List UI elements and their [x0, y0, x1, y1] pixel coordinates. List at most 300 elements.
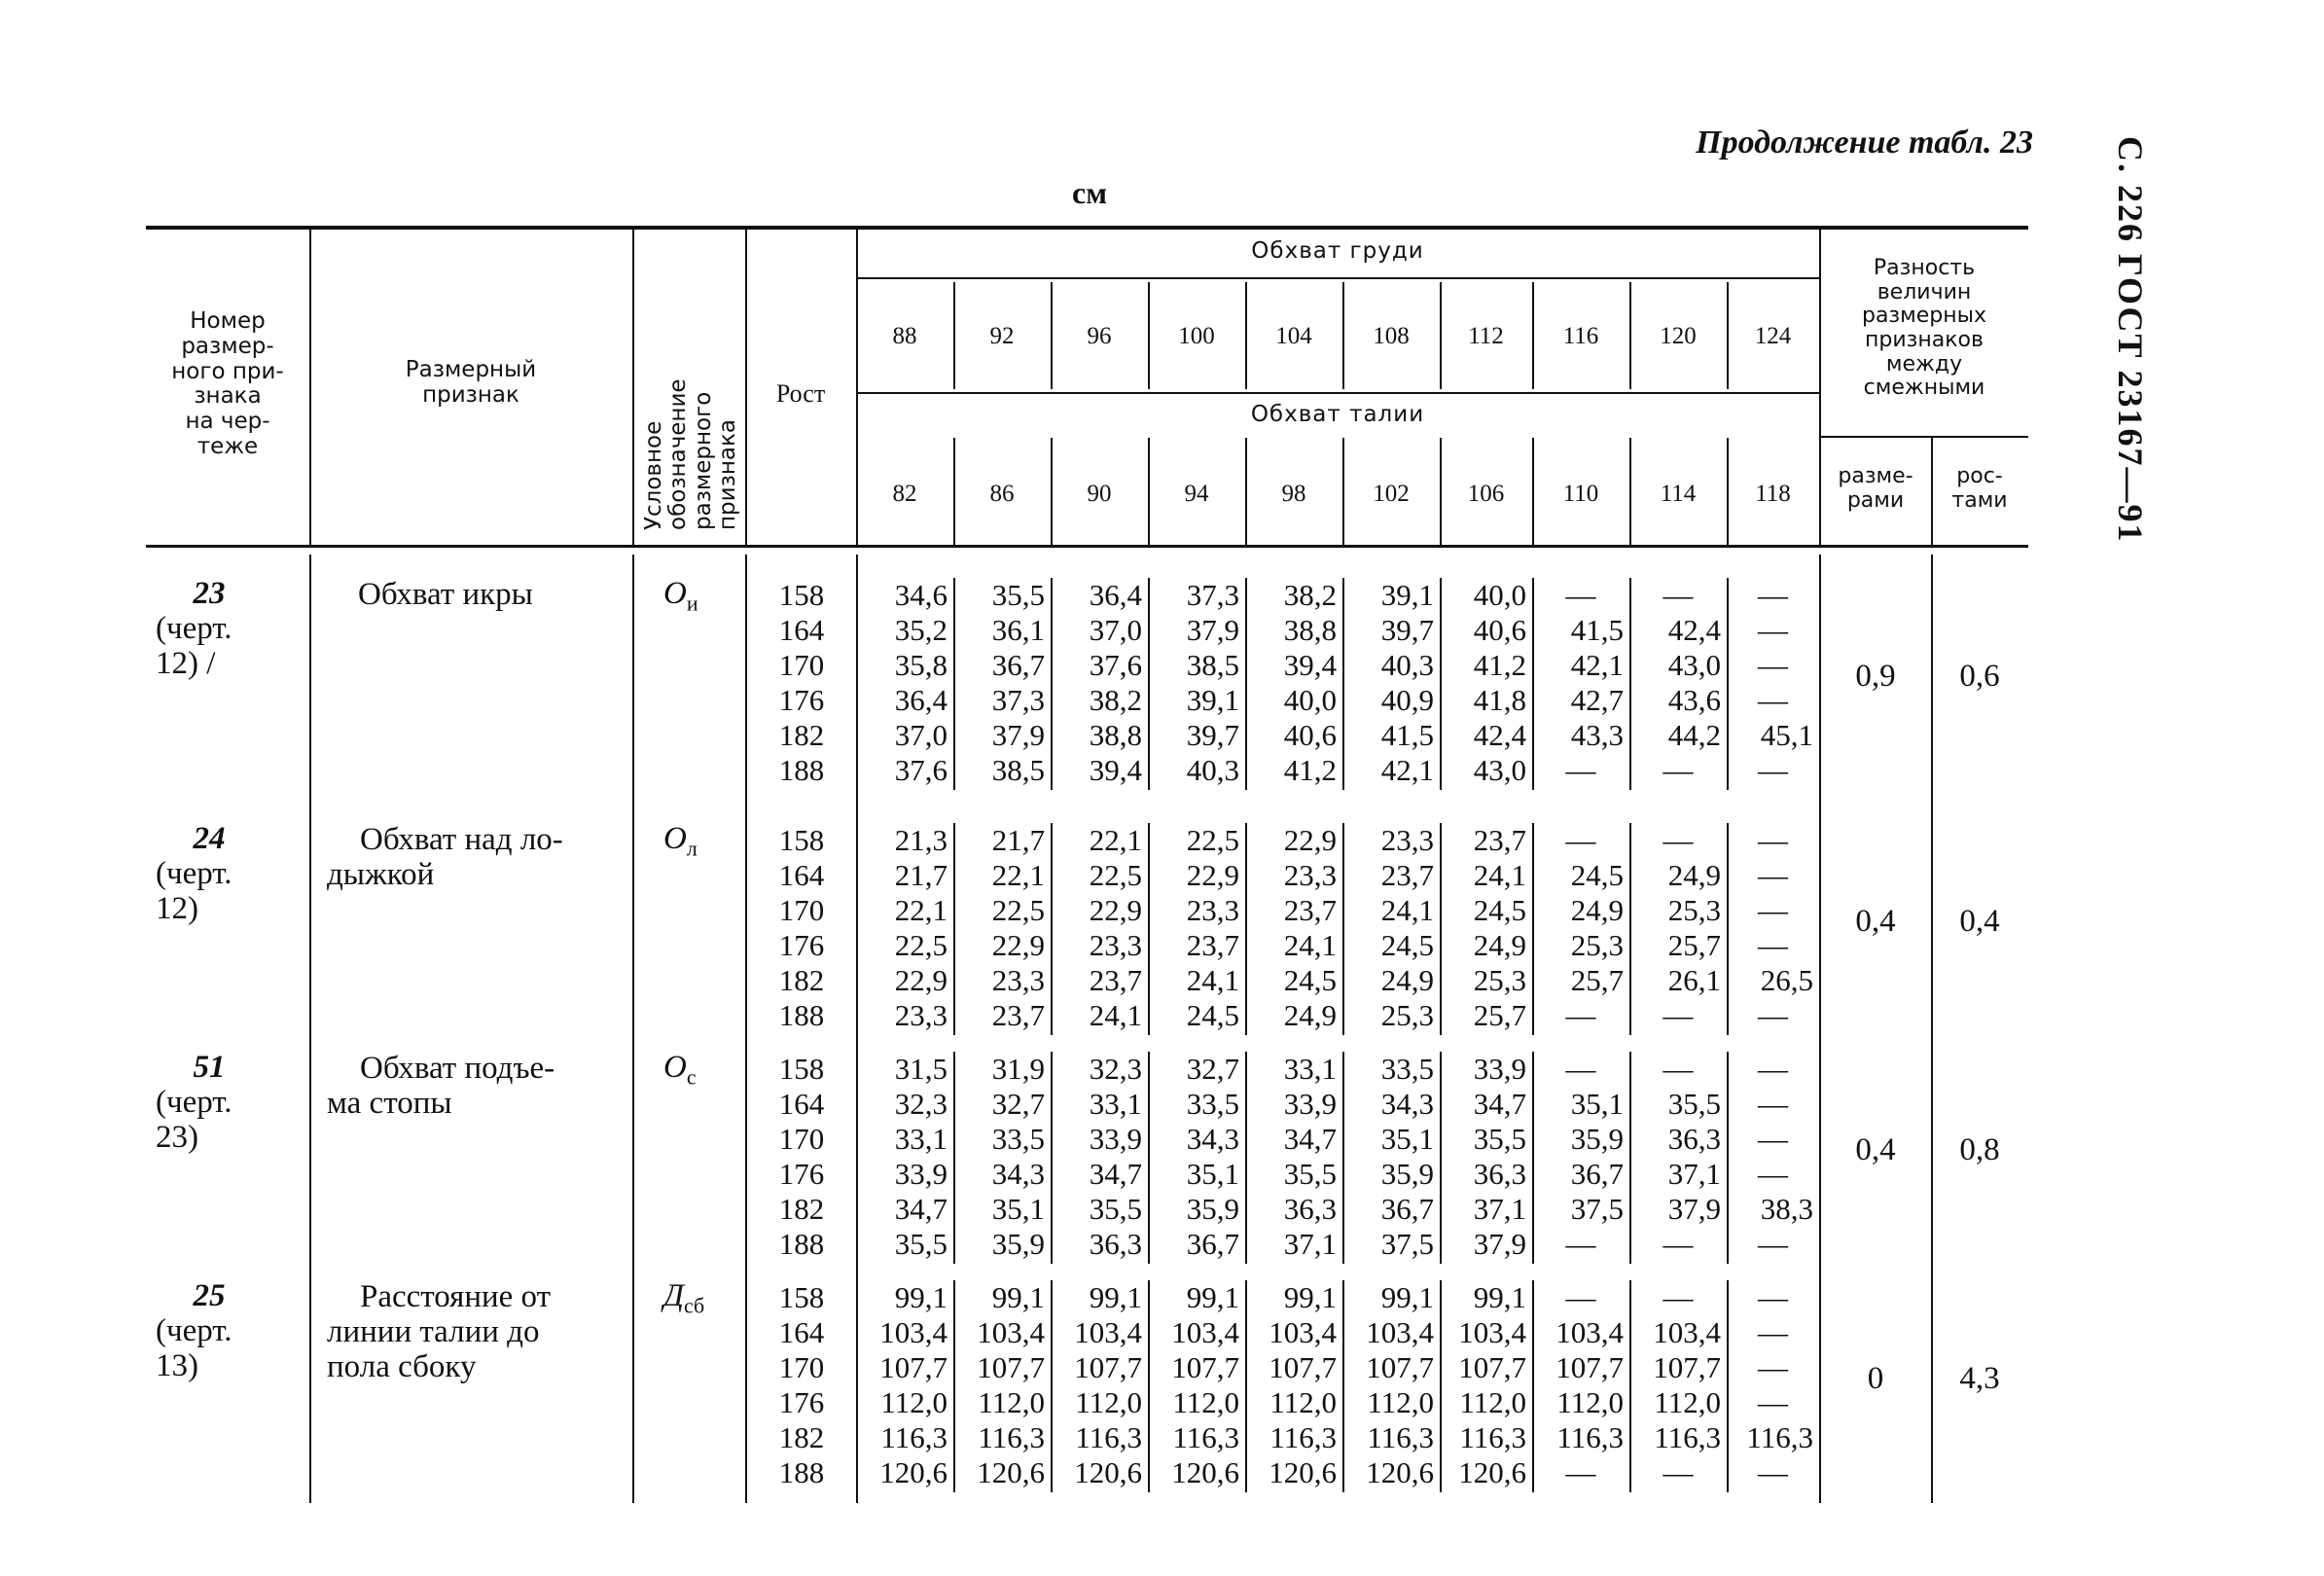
value-cell: 99,1: [1283, 1280, 1337, 1314]
chest-size-92: 92: [989, 323, 1015, 349]
value-cell: 40,6: [1473, 613, 1526, 647]
value-cell: 116,3: [978, 1420, 1045, 1454]
height-value: 170: [778, 893, 825, 927]
value-cell: —: [1565, 1455, 1596, 1489]
header-number-line: теже: [197, 433, 259, 459]
value-cell: 23,7: [1380, 858, 1434, 892]
header-symbol-line: обозначение: [665, 378, 692, 530]
property-symbol: [663, 821, 697, 862]
group-number: 23: [193, 576, 226, 611]
value-cell: 40,3: [1186, 753, 1239, 787]
value-cell: —: [1758, 1157, 1788, 1191]
waist-size-106: 106: [1467, 481, 1505, 507]
header-difference-line: величин: [1877, 279, 1972, 304]
header-difference-line: признаков: [1865, 327, 1984, 352]
height-value: 158: [778, 1052, 825, 1086]
property-name: ма стопы: [327, 1086, 452, 1121]
value-cell: 22,1: [991, 858, 1045, 892]
value-cell: 34,3: [1380, 1087, 1434, 1121]
value-cell: —: [1565, 753, 1596, 787]
value-cell: 35,9: [1186, 1192, 1239, 1226]
value-cell: 43,0: [1667, 648, 1721, 682]
value-cell: 39,7: [1186, 718, 1239, 752]
header-difference-line: между: [1885, 351, 1963, 376]
value-cell: —: [1758, 1350, 1788, 1384]
value-cell: 39,1: [1380, 578, 1434, 612]
value-cell: 120,6: [879, 1455, 947, 1489]
value-cell: 99,1: [1089, 1280, 1142, 1314]
value-cell: 107,7: [1074, 1350, 1142, 1384]
value-cell: —: [1565, 998, 1596, 1032]
value-cell: 112,0: [1367, 1385, 1434, 1419]
value-cell: 42,1: [1380, 753, 1434, 787]
value-col-divider: [1532, 823, 1534, 1035]
diff-by-size: 0,4: [1855, 904, 1896, 940]
value-cell: 99,1: [991, 1280, 1045, 1314]
height-value: 164: [778, 1087, 825, 1121]
value-cell: 103,4: [1269, 1315, 1337, 1349]
property-name: Обхват над ло-: [360, 822, 563, 857]
value-cell: 22,5: [1089, 858, 1142, 892]
value-cell: 23,7: [991, 998, 1045, 1032]
value-col-divider: [1629, 1280, 1631, 1492]
value-cell: 99,1: [1473, 1280, 1526, 1314]
value-cell: 24,1: [1089, 998, 1142, 1032]
symbol-subscript: и: [686, 591, 698, 616]
value-cell: 24,9: [1473, 928, 1526, 962]
value-cell: —: [1758, 1455, 1788, 1489]
header-number-line: знака: [194, 383, 262, 410]
value-cell: 39,4: [1283, 648, 1337, 682]
chest-size-88: 88: [892, 323, 917, 349]
value-cell: 40,0: [1283, 683, 1337, 717]
height-value: 158: [778, 578, 825, 612]
value-cell: 41,2: [1473, 648, 1526, 682]
value-cell: 41,5: [1570, 613, 1624, 647]
value-cell: 112,0: [1172, 1385, 1239, 1419]
value-cell: 35,5: [1089, 1192, 1142, 1226]
value-col-divider: [1051, 1052, 1053, 1264]
chest-underline: [856, 277, 1819, 279]
value-cell: 38,8: [1089, 718, 1142, 752]
value-cell: 33,1: [1089, 1087, 1142, 1121]
value-cell: —: [1663, 1052, 1694, 1086]
value-cell: 36,4: [1089, 578, 1142, 612]
value-cell: —: [1758, 683, 1788, 717]
value-cell: 24,1: [1473, 858, 1526, 892]
waist-size-90: 90: [1087, 481, 1112, 507]
diff-by-height: 0,6: [1959, 659, 2000, 695]
chest-size-124: 124: [1754, 323, 1792, 349]
value-cell: —: [1565, 578, 1596, 612]
value-col-divider: [1532, 1052, 1534, 1264]
value-cell: 38,8: [1283, 613, 1337, 647]
group-reference: (черт.: [156, 1085, 232, 1120]
value-cell: 25,3: [1667, 893, 1721, 927]
value-cell: 112,0: [978, 1385, 1045, 1419]
waist-size-110: 110: [1562, 481, 1599, 507]
value-cell: 22,9: [1283, 823, 1337, 857]
value-col-divider: [1342, 823, 1344, 1035]
waist-size-82: 82: [892, 481, 917, 507]
value-cell: 116,3: [1459, 1420, 1526, 1454]
value-cell: 116,3: [1746, 1420, 1813, 1454]
header-diff-sizes: [1821, 465, 1930, 513]
value-cell: —: [1758, 1280, 1788, 1314]
value-cell: 107,7: [1653, 1350, 1721, 1384]
value-cell: 39,1: [1186, 683, 1239, 717]
side-header: [2101, 136, 2160, 545]
header-height: Рост: [775, 379, 826, 408]
value-cell: 37,0: [1089, 613, 1142, 647]
value-cell: 23,7: [1473, 823, 1526, 857]
group-reference: 12) /: [156, 646, 216, 681]
waist-size-114: 114: [1660, 481, 1697, 507]
value-cell: 22,5: [1186, 823, 1239, 857]
symbol-letter: О: [663, 1050, 687, 1085]
value-cell: 25,3: [1473, 963, 1526, 997]
value-cell: 40,0: [1473, 578, 1526, 612]
value-cell: 103,4: [1653, 1315, 1721, 1349]
value-cell: 33,5: [1380, 1052, 1434, 1086]
value-cell: 25,3: [1380, 998, 1434, 1032]
height-value: 176: [778, 928, 825, 962]
value-col-divider: [1148, 823, 1150, 1035]
diff-subdivider: [1819, 436, 2028, 438]
symbol-subscript: с: [686, 1064, 697, 1090]
value-cell: 34,7: [1283, 1122, 1337, 1156]
value-cell: 37,6: [1089, 648, 1142, 682]
value-cell: 32,7: [1186, 1052, 1239, 1086]
diff-by-size: 0,4: [1855, 1132, 1896, 1168]
value-cell: 40,6: [1283, 718, 1337, 752]
value-cell: 112,0: [1269, 1385, 1337, 1419]
chest-size-116: 116: [1562, 323, 1599, 349]
height-value: 164: [778, 613, 825, 647]
value-cell: 24,5: [1473, 893, 1526, 927]
property-symbol: [663, 1050, 697, 1091]
value-cell: 35,5: [1667, 1087, 1721, 1121]
value-cell: 24,9: [1667, 858, 1721, 892]
symbol-letter: Д: [663, 1278, 684, 1313]
value-cell: 43,6: [1667, 683, 1721, 717]
value-col-divider: [953, 578, 955, 790]
header-number-line: размер-: [181, 333, 274, 359]
value-cell: 107,7: [1366, 1350, 1434, 1384]
body-col-divider: [745, 555, 747, 1503]
value-col-divider: [1245, 578, 1247, 790]
value-cell: 22,1: [1089, 823, 1142, 857]
value-cell: 35,5: [1473, 1122, 1526, 1156]
value-cell: 32,7: [991, 1087, 1045, 1121]
value-cell: 42,4: [1667, 613, 1721, 647]
value-col-divider: [1342, 1052, 1344, 1264]
value-cell: 34,6: [894, 578, 947, 612]
value-cell: 24,5: [1570, 858, 1624, 892]
chest-size-100: 100: [1178, 323, 1215, 349]
unit-label: см: [1072, 175, 1107, 210]
value-cell: —: [1758, 613, 1788, 647]
header-difference-line: размерных: [1861, 304, 1986, 329]
height-value: 188: [778, 998, 825, 1032]
height-value: 188: [778, 1455, 825, 1489]
value-cell: 23,7: [1283, 893, 1337, 927]
value-cell: 99,1: [1380, 1280, 1434, 1314]
value-cell: 22,5: [894, 928, 947, 962]
value-col-divider: [1532, 1280, 1534, 1492]
header-diff-heights: [1932, 465, 2027, 513]
value-cell: 23,3: [894, 998, 947, 1032]
value-cell: 116,3: [880, 1420, 947, 1454]
value-col-divider: [953, 1052, 955, 1264]
value-cell: 23,7: [1186, 928, 1239, 962]
value-cell: 103,4: [1074, 1315, 1142, 1349]
value-cell: 24,1: [1380, 893, 1434, 927]
value-cell: 37,1: [1667, 1157, 1721, 1191]
value-col-divider: [1148, 1052, 1150, 1264]
value-cell: 36,3: [1667, 1122, 1721, 1156]
group-reference: (черт.: [156, 611, 232, 646]
value-col-divider: [1727, 823, 1729, 1035]
property-name: линии талии до: [327, 1314, 540, 1349]
value-cell: —: [1663, 1227, 1694, 1261]
value-cell: 36,3: [1473, 1157, 1526, 1191]
waist-size-86: 86: [989, 481, 1015, 507]
value-cell: 23,7: [1089, 963, 1142, 997]
value-cell: 116,3: [1172, 1420, 1239, 1454]
value-cell: 36,1: [991, 613, 1045, 647]
value-cell: —: [1663, 1455, 1694, 1489]
height-value: 182: [778, 1192, 825, 1226]
value-cell: 24,9: [1570, 893, 1624, 927]
value-cell: —: [1758, 578, 1788, 612]
header-symbol-line: размерного: [690, 391, 716, 530]
value-cell: 37,3: [991, 683, 1045, 717]
value-cell: —: [1565, 1052, 1596, 1086]
value-cell: 22,9: [1186, 858, 1239, 892]
value-cell: 23,3: [1380, 823, 1434, 857]
body-col-divider: [1819, 555, 1821, 1503]
height-value: 182: [778, 718, 825, 752]
value-cell: 33,9: [894, 1157, 947, 1191]
value-cell: 31,9: [991, 1052, 1045, 1086]
header-symbol-line: признака: [714, 419, 740, 530]
value-cell: 103,4: [1555, 1315, 1624, 1349]
height-value: 188: [778, 753, 825, 787]
value-col-divider: [1051, 1280, 1053, 1492]
height-value: 176: [778, 1385, 825, 1419]
group-reference: 12): [156, 891, 198, 926]
value-cell: 36,3: [1089, 1227, 1142, 1261]
header-symbol: [642, 355, 740, 530]
header-property-line: Размерный: [405, 357, 537, 382]
value-cell: 37,9: [991, 718, 1045, 752]
height-value: 170: [778, 648, 825, 682]
value-cell: 116,3: [1654, 1420, 1721, 1454]
chest-size-104: 104: [1275, 323, 1312, 349]
height-value: 164: [778, 1315, 825, 1349]
header-property: [311, 358, 630, 409]
value-cell: 37,9: [1667, 1192, 1721, 1226]
header-difference-line: Разность: [1873, 256, 1976, 280]
value-cell: 43,3: [1570, 718, 1624, 752]
value-cell: 103,4: [879, 1315, 947, 1349]
height-value: 182: [778, 1420, 825, 1454]
value-col-divider: [1629, 823, 1631, 1035]
value-cell: 112,0: [1556, 1385, 1624, 1419]
value-cell: 31,5: [894, 1052, 947, 1086]
side-header-text: С. 226 ГОСТ 23167—91: [2111, 136, 2150, 544]
value-cell: 23,3: [1186, 893, 1239, 927]
value-cell: 99,1: [894, 1280, 947, 1314]
value-cell: 37,0: [894, 718, 947, 752]
value-cell: 36,7: [1186, 1227, 1239, 1261]
value-cell: 25,7: [1570, 963, 1624, 997]
value-col-divider: [1342, 578, 1344, 790]
value-cell: 112,0: [1654, 1385, 1721, 1419]
value-cell: 107,7: [1458, 1350, 1526, 1384]
value-cell: 36,3: [1283, 1192, 1337, 1226]
header-diff-heights-line: тами: [1951, 487, 2008, 513]
value-cell: 99,1: [1186, 1280, 1239, 1314]
value-cell: 35,1: [991, 1192, 1045, 1226]
group-reference: 13): [156, 1348, 198, 1383]
value-col-divider: [1051, 578, 1053, 790]
value-cell: 41,5: [1380, 718, 1434, 752]
value-cell: 36,7: [1380, 1192, 1434, 1226]
value-cell: —: [1663, 578, 1694, 612]
value-cell: 36,4: [894, 683, 947, 717]
height-value: 176: [778, 683, 825, 717]
symbol-letter: О: [663, 576, 687, 611]
value-col-divider: [953, 823, 955, 1035]
value-cell: 103,4: [1366, 1315, 1434, 1349]
value-cell: 35,5: [894, 1227, 947, 1261]
value-cell: 23,3: [991, 963, 1045, 997]
group-reference: (черт.: [156, 1313, 232, 1348]
value-col-divider: [953, 1280, 955, 1492]
value-cell: 24,9: [1380, 963, 1434, 997]
value-cell: 33,1: [894, 1122, 947, 1156]
symbol-letter: О: [663, 821, 687, 856]
value-cell: 116,3: [1269, 1420, 1337, 1454]
diff-by-size: 0: [1867, 1361, 1884, 1397]
value-cell: 107,7: [977, 1350, 1045, 1384]
chest-size-96: 96: [1087, 323, 1112, 349]
waist-size-98: 98: [1281, 481, 1306, 507]
value-cell: —: [1758, 858, 1788, 892]
value-cell: 35,5: [991, 578, 1045, 612]
value-col-divider: [1440, 1052, 1442, 1264]
value-cell: 23,3: [1089, 928, 1142, 962]
value-cell: 24,9: [1283, 998, 1337, 1032]
value-cell: 116,3: [1075, 1420, 1142, 1454]
value-col-divider: [1727, 1280, 1729, 1492]
value-cell: 120,6: [1171, 1455, 1239, 1489]
value-cell: 33,5: [1186, 1087, 1239, 1121]
table-caption: Продолжение табл. 23: [1696, 125, 2033, 161]
diff-by-height: 4,3: [1959, 1361, 2000, 1397]
value-cell: 35,9: [991, 1227, 1045, 1261]
header-number-line: ного при-: [171, 358, 284, 384]
value-cell: —: [1758, 1122, 1788, 1156]
value-cell: —: [1663, 753, 1694, 787]
group-number: 24: [193, 821, 226, 856]
header-number: [148, 309, 307, 460]
chest-size-112: 112: [1468, 323, 1504, 349]
value-cell: 37,1: [1283, 1227, 1337, 1261]
group-reference: (черт.: [156, 856, 232, 891]
value-cell: 41,2: [1283, 753, 1337, 787]
value-cell: 35,9: [1380, 1157, 1434, 1191]
value-cell: 36,7: [991, 648, 1045, 682]
diff-by-height: 0,4: [1959, 904, 2000, 940]
height-value: 158: [778, 823, 825, 857]
value-cell: 23,3: [1283, 858, 1337, 892]
value-cell: 39,7: [1380, 613, 1434, 647]
value-cell: 120,6: [1269, 1455, 1337, 1489]
value-cell: —: [1758, 1385, 1788, 1419]
value-cell: 103,4: [1458, 1315, 1526, 1349]
value-cell: 24,1: [1186, 963, 1239, 997]
value-cell: 35,1: [1380, 1122, 1434, 1156]
value-cell: 116,3: [1367, 1420, 1434, 1454]
value-cell: 107,7: [879, 1350, 947, 1384]
value-cell: 38,5: [1186, 648, 1239, 682]
value-cell: 107,7: [1269, 1350, 1337, 1384]
value-col-divider: [1440, 823, 1442, 1035]
value-cell: 112,0: [1459, 1385, 1526, 1419]
value-col-divider: [1629, 578, 1631, 790]
value-cell: 22,9: [1089, 893, 1142, 927]
height-value: 170: [778, 1122, 825, 1156]
property-name: Обхват подъе-: [360, 1051, 555, 1086]
value-cell: —: [1758, 1052, 1788, 1086]
header-symbol-line: Условное: [641, 420, 666, 530]
value-col-divider: [1727, 578, 1729, 790]
value-cell: 40,3: [1380, 648, 1434, 682]
value-cell: 35,2: [894, 613, 947, 647]
value-cell: —: [1758, 753, 1788, 787]
header-difference: [1821, 257, 2027, 401]
header-top-rule: [146, 226, 2028, 230]
property-symbol: [663, 1278, 704, 1319]
value-cell: 26,1: [1667, 963, 1721, 997]
value-cell: 25,3: [1570, 928, 1624, 962]
value-cell: 37,9: [1186, 613, 1239, 647]
property-name: пола сбоку: [327, 1349, 477, 1384]
value-col-divider: [1148, 1280, 1150, 1492]
value-cell: 35,1: [1186, 1157, 1239, 1191]
waist-overline: [856, 392, 1819, 394]
height-value: 176: [778, 1157, 825, 1191]
value-cell: 34,7: [894, 1192, 947, 1226]
value-col-divider: [1727, 1052, 1729, 1264]
header-chest: Обхват груди: [1251, 238, 1424, 264]
value-cell: —: [1758, 928, 1788, 962]
value-cell: 24,1: [1283, 928, 1337, 962]
value-cell: —: [1758, 893, 1788, 927]
waist-size-102: 102: [1373, 481, 1410, 507]
value-col-divider: [1532, 578, 1534, 790]
value-cell: —: [1758, 998, 1788, 1032]
value-col-divider: [1440, 1280, 1442, 1492]
property-name: Расстояние от: [360, 1279, 552, 1314]
value-cell: 42,7: [1570, 683, 1624, 717]
value-cell: 120,6: [1366, 1455, 1434, 1489]
value-cell: 22,9: [991, 928, 1045, 962]
header-diff-sizes-line: рами: [1846, 487, 1905, 513]
